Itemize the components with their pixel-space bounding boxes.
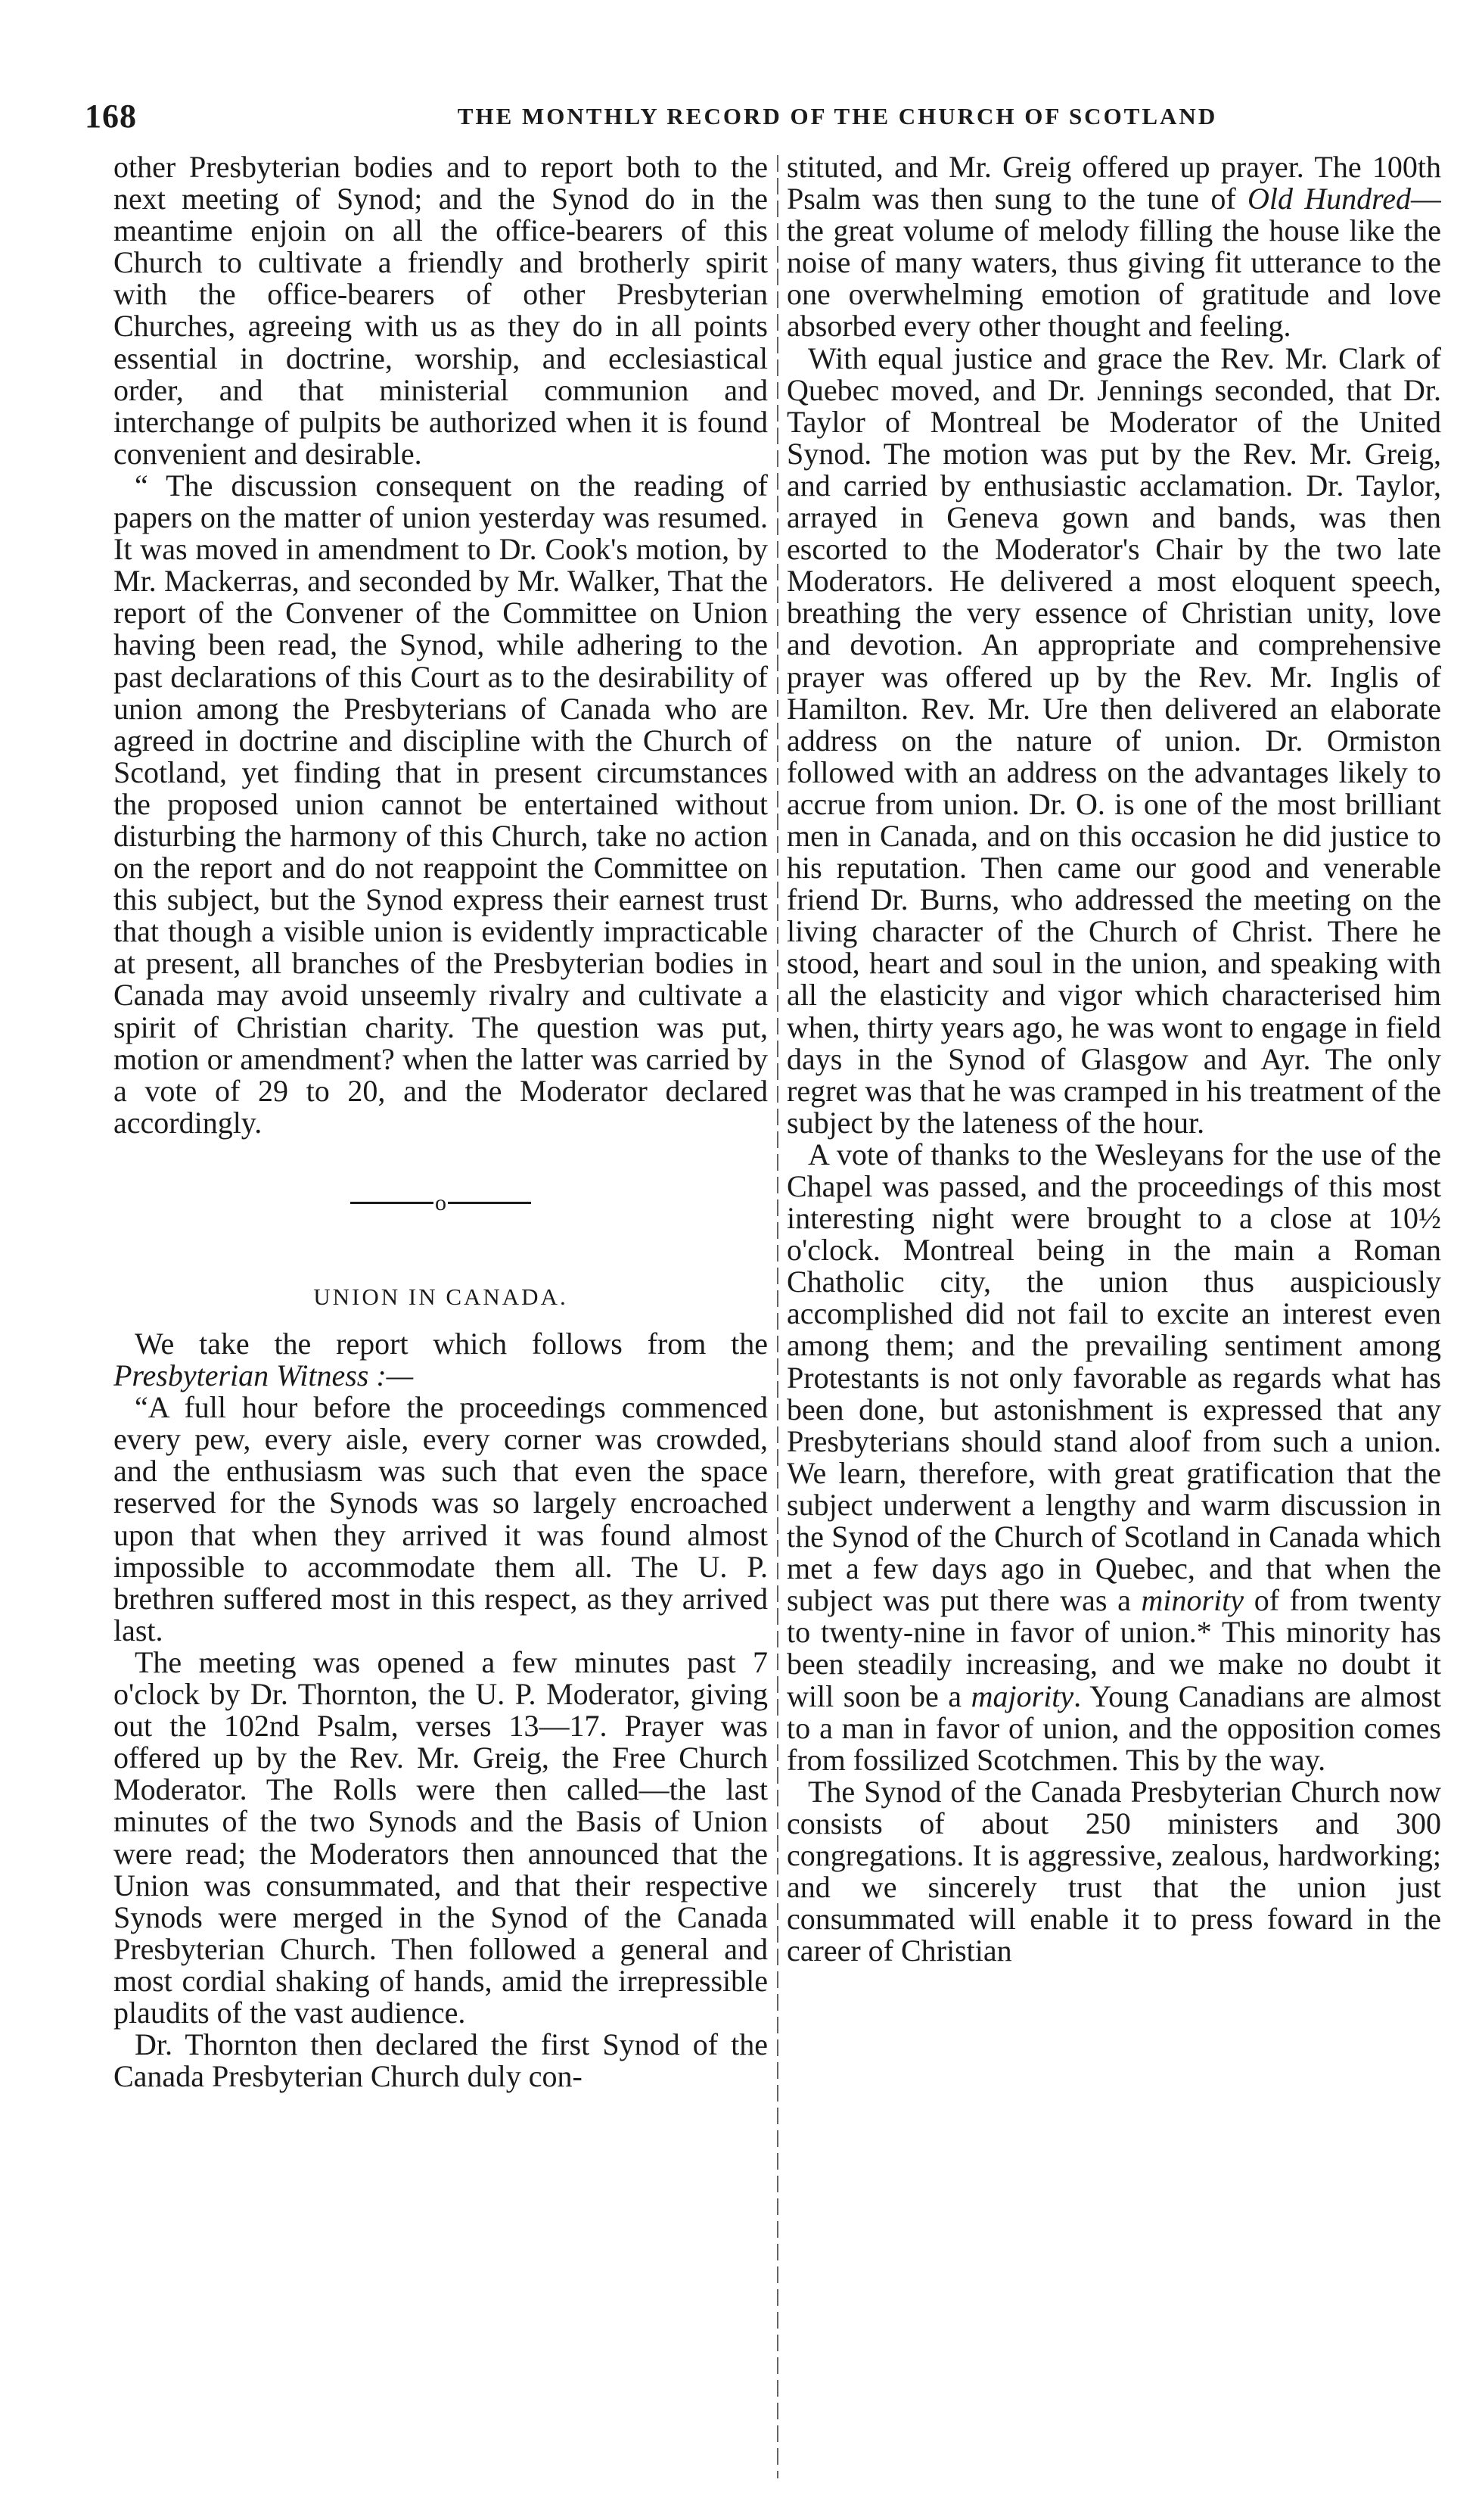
right-p1-text-a: stituted, and Mr. Greig offered up prayer. The 100th Psalm was then sung to the tune of <box>787 151 1441 216</box>
running-head <box>85 97 1439 142</box>
right-p1-text-b: —the great volume of melody filling the house like the noise of many waters, thus giving fit utterance to the one overwhelming emotion of gratitude and love absorbed every other thought and feeling. <box>787 182 1441 344</box>
right-paragraph-3 <box>787 1139 1441 1776</box>
column-rule <box>777 155 778 2478</box>
left-paragraph-3: “A full hour before the proceedings commenced every pew, every aisle, every corner was crowded, and the enthusiasm was such that even the space reserved for the Synods was so largely encroached upon that when they arrived it was found almost impossible to accommodate them all. The U. P. brethren suffered most in this respect, as they arrived last. <box>113 1390 768 1647</box>
left-paragraph-1: other Presbyterian bodies and to report both to the next meeting of Synod; and the Synod do in the meantime enjoin on all the office-bearers of this Church to cultivate a friendly and brotherly spirit with the office-bearers of other Presbyterian Churches, agreeing with us as they do in all points essential in doctrine, worship, and ecclesiastical order, and that ministerial communion and interchange of pulpits be authorized when it is found convenient and desirable. <box>113 151 768 471</box>
divider-line-right <box>448 1202 531 1204</box>
intro-source: Presbyterian Witness :— <box>113 1358 414 1393</box>
tune-name: Old Hundred <box>1247 182 1411 216</box>
divider-mark: o <box>435 1190 446 1215</box>
left-paragraph-5: Dr. Thornton then declared the first Synod of the Canada Presbyterian Church duly con- <box>113 2027 768 2094</box>
section-divider <box>113 1139 768 1268</box>
right-p3-text-c: . Young Canadians are almost to a man in favor of union, and the opposition comes from fossilized Scotchmen. This by the way. <box>787 1678 1441 1777</box>
right-p3-text-a: A vote of thanks to the Wesleyans for the use of the Chapel was passed, and the proceedings of this most interesting night were brought to a close at 10½ o'clock. Montreal being in the main a Roman Chatholic city, the union thus auspiciously accomplished did not fail to excite an interest even among them; and the prevailing sentiment among Protestants is not only favorable as regards what has been done, but astonishment is expressed that any Presbyterians should stand aloof from such a union. We learn, therefore, with great gratification that the subject underwent a lengthy and warm discussion in the Synod of the Church of Scotland in Canada which met a few days ago in Quebec, and that when the subject was put there was a <box>787 1137 1441 1618</box>
right-paragraph-4: The Synod of the Canada Presbyterian Church now consists of about 250 ministers and 300 congregations. It is aggressive, zealous, hardworking; and we sincerely trust that the union just consummated will enable it to press foward in the career of Christian <box>787 1774 1441 1968</box>
right-p3-text-b: of from twenty to twenty-nine in favor of union.* This minority has been steadily increasing, and we make no doubt it will soon be a <box>787 1583 1441 1713</box>
intro-paragraph <box>113 1328 768 1392</box>
section-heading: UNION IN CANADA. <box>313 1283 568 1310</box>
majority-word: majority <box>971 1678 1074 1713</box>
minority-word: minority <box>1141 1583 1244 1618</box>
right-paragraph-2: With equal justice and grace the Rev. Mr. Clark of Quebec moved, and Dr. Jennings seconded, that Dr. Taylor of Montreal be Moderator of the United Synod. The motion was put by the Rev. Mr. Greig, and carried by enthusiastic acclamation. Dr. Taylor, arrayed in Geneva gown and bands, was then escorted to the Moderator's Chair by the two late Moderators. He delivered a most eloquent speech, breathing the very essence of Christian unity, love and devotion. An appropriate and comprehensive prayer was offered up by the Rev. Mr. Inglis of Hamilton. Rev. Mr. Ure then delivered an elaborate address on the nature of union. Dr. Ormiston followed with an address on the advantages likely to accrue from union. Dr. O. is one of the most brilliant men in Canada, and on this occasion he did justice to his reputation. Then came our good and venerable friend Dr. Burns, who addressed the meeting on the living character of the Church of Christ. There he stood, heart and soul in the union, and speaking with all the elasticity and vigor which characterised him when, thirty years ago, he was wont to engage in field days in the Synod of Glasgow and Ayr. The only regret was that he was cramped in his treatment of the subject by the lateness of the hour. <box>787 341 1441 1140</box>
right-paragraph-1 <box>787 151 1441 343</box>
left-paragraph-2: “ The discussion consequent on the reading of papers on the matter of union yesterday was resumed. It was moved in amendment to Dr. Cook's motion, by Mr. Mackerras, and seconded by Mr. Walker, That the report of the Convener of the Committee on Union having been read, the Synod, while adhering to the past declarations of this Court as to the desirability of union among the Presbyterians of Canada who are agreed in doctrine and discipline with the Church of Scotland, yet finding that in present circumstances the proposed union cannot be entertained without disturbing the harmony of this Church, take no action on the report and do not reappoint the Committee on this subject, but the Synod express their earnest trust that though a visible union is evidently impracticable at present, all branches of the Presbyterian bodies in Canada may avoid unseemly rivalry and cultivate a spirit of Christian charity. The question was put, motion or amendment? when the latter was carried by a vote of 29 to 20, and the Moderator declared accordingly. <box>113 468 768 1140</box>
left-column <box>113 151 768 2482</box>
journal-title: THE MONTHLY RECORD OF THE CHURCH OF SCOTLAND <box>457 103 1218 129</box>
page-number: 168 <box>85 98 137 135</box>
right-column <box>787 151 1441 2482</box>
intro-text: We take the report which follows from the <box>135 1327 768 1361</box>
left-paragraph-4: The meeting was opened a few minutes past 7 o'clock by Dr. Thornton, the U. P. Moderator, giving out the 102nd Psalm, verses 13—17. Prayer was offered up by the Rev. Mr. Greig, the Free Church Moderator. The Rolls were then called—the last minutes of the two Synods and the Basis of Union were read; the Moderators then announced that the Union was consummated, and that their respective Synods were merged in the Synod of the Canada Presbyterian Church. Then followed a general and most cordial shaking of hands, amid the irrepressible plaudits of the vast audience. <box>113 1644 768 2030</box>
divider-line-left <box>350 1202 433 1204</box>
